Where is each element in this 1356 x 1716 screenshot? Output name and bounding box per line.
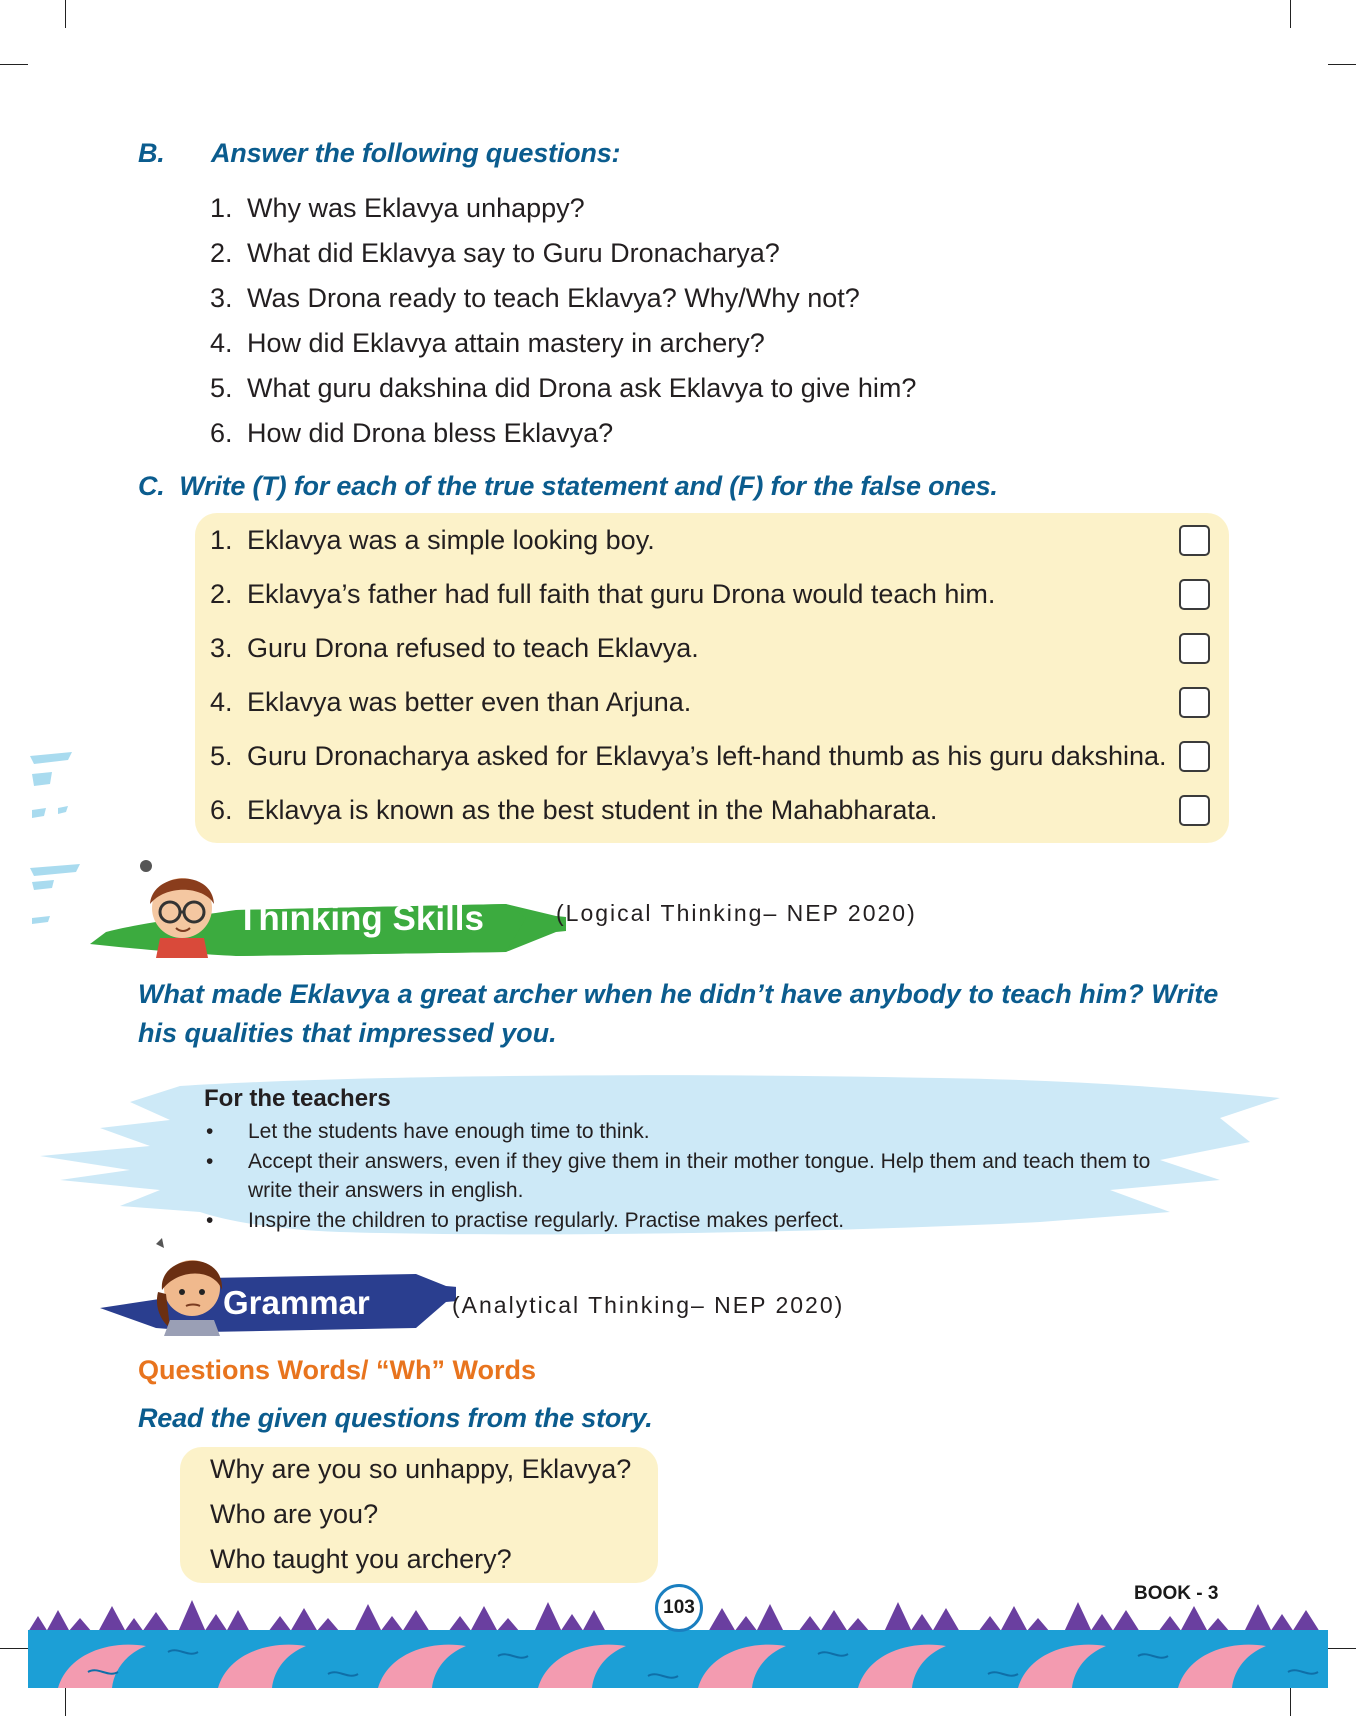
answer-checkbox[interactable] (1179, 633, 1210, 664)
crop-mark (1290, 1688, 1291, 1716)
item-text: Why was Eklavya unhappy? (247, 193, 585, 223)
answer-checkbox[interactable] (1179, 687, 1210, 718)
crop-mark (65, 1688, 66, 1716)
story-question: Why are you so unhappy, Eklavya? (210, 1454, 632, 1484)
crop-mark (1328, 64, 1356, 65)
item-text: Eklavya is known as the best student in the Mahabharata. (247, 795, 938, 825)
item-text: How did Drona bless Eklavya? (247, 418, 614, 448)
item-text: Eklavya’s father had full faith that guru Drona would teach him. (247, 579, 996, 609)
item-text: Inspire the children to practise regularly. Practise makes perfect. (248, 1209, 845, 1232)
item-number: 6. (210, 418, 233, 448)
item-number: 4. (210, 687, 233, 717)
item-number: 1. (210, 193, 233, 223)
item-number: 3. (210, 633, 233, 663)
section-c-title: C. Write (T) for each of the true statement and (F) for the false ones. (138, 471, 998, 501)
bullet: • (206, 1209, 214, 1232)
grammar-label: Grammar (223, 1284, 370, 1321)
book-label: BOOK - 3 (1134, 1583, 1219, 1604)
item-number: 3. (210, 283, 233, 313)
statement-row (210, 729, 1229, 783)
list-item (204, 1117, 1184, 1146)
list-item (204, 1147, 1184, 1205)
item-number: 1. (210, 525, 233, 555)
item-text: Let the students have enough time to think. (248, 1120, 650, 1143)
answer-checkbox[interactable] (1179, 795, 1210, 826)
thinking-question: What made Eklavya a great archer when he didn’t have anybody to teach him? Write his qualities that impressed you. (138, 979, 1219, 1048)
item-text: Eklavya was better even than Arjuna. (247, 687, 692, 717)
item-number: 4. (210, 328, 233, 358)
story-questions-box (180, 1447, 658, 1583)
statement-row (210, 567, 1229, 621)
item-number: 6. (210, 795, 233, 825)
crop-mark (0, 64, 28, 65)
teachers-note-title: For the teachers (204, 1085, 391, 1112)
list-item (210, 411, 916, 456)
item-number: 5. (210, 741, 233, 771)
list-item (210, 231, 916, 276)
true-false-box (195, 513, 1229, 843)
crop-mark (65, 0, 66, 28)
list-item (210, 321, 916, 366)
side-brush-decoration (28, 752, 88, 932)
story-question: Who are you? (210, 1499, 379, 1529)
bullet: • (206, 1150, 214, 1173)
item-number: 2. (210, 238, 233, 268)
grammar-tag: (Analytical Thinking– NEP 2020) (452, 1292, 845, 1318)
section-b-letter: B. (138, 138, 165, 168)
statement-row (210, 513, 1229, 567)
item-number: 5. (210, 373, 233, 403)
list-item (210, 276, 916, 321)
thinking-skills-label: Thinking Skills (237, 899, 484, 938)
section-b-title: Answer the following questions: (211, 138, 621, 168)
item-text: What guru dakshina did Drona ask Eklavya to give him? (247, 373, 917, 403)
answer-checkbox[interactable] (1179, 741, 1210, 772)
crop-mark (1290, 0, 1291, 28)
item-text: Guru Drona refused to teach Eklavya. (247, 633, 699, 663)
list-item (204, 1206, 1184, 1235)
question-list (210, 186, 916, 456)
statement-row (210, 783, 1229, 837)
answer-checkbox[interactable] (1179, 579, 1210, 610)
grammar-instruction: Read the given questions from the story. (138, 1403, 653, 1433)
item-text: Eklavya was a simple looking boy. (247, 525, 655, 555)
list-item (210, 366, 916, 411)
item-text: What did Eklavya say to Guru Dronacharya? (247, 238, 780, 268)
crop-mark (0, 1648, 28, 1649)
page-number: 103 (655, 1584, 703, 1632)
list-item (210, 186, 916, 231)
statement-row (210, 675, 1229, 729)
bullet: • (206, 1120, 214, 1143)
item-number: 2. (210, 579, 233, 609)
item-text: How did Eklavya attain mastery in archery? (247, 328, 765, 358)
crop-mark (1328, 1648, 1356, 1649)
thinking-skills-tag: (Logical Thinking– NEP 2020) (556, 900, 917, 926)
teachers-note-list (204, 1117, 1184, 1236)
statement-row (210, 621, 1229, 675)
item-text: Was Drona ready to teach Eklavya? Why/Why not? (247, 283, 860, 313)
story-question: Who taught you archery? (210, 1544, 512, 1574)
answer-checkbox[interactable] (1179, 525, 1210, 556)
item-text: Guru Dronacharya asked for Eklavya’s left-hand thumb as his guru dakshina. (247, 741, 1167, 771)
item-text: Accept their answers, even if they give them in their mother tongue. Help them and teach them to write their answers in english. (248, 1150, 1151, 1202)
grammar-subheading: Questions Words/ “Wh” Words (138, 1355, 537, 1385)
